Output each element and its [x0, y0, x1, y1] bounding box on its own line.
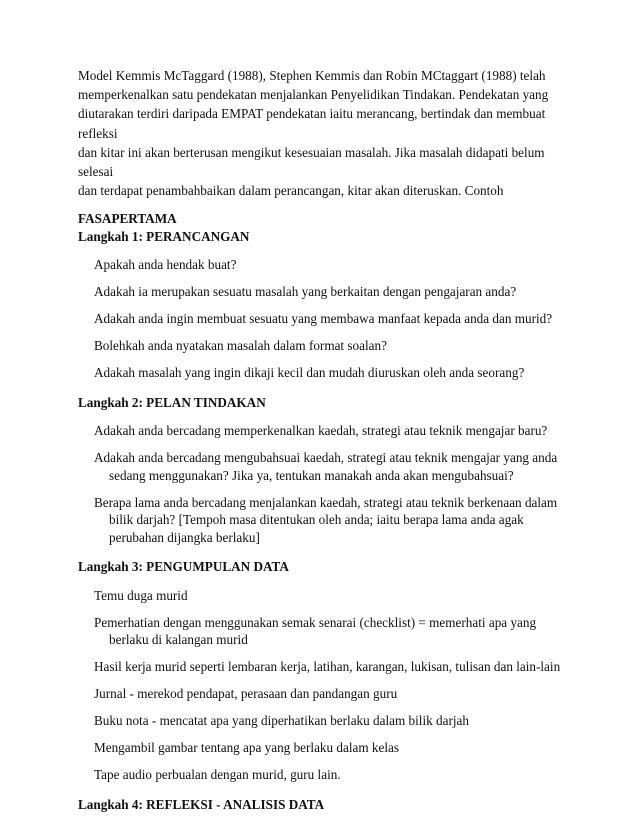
list-item: Buku nota - mencatat apa yang diperhatikan berlaku dalam bilik darjah: [94, 713, 469, 729]
intro-paragraph: [78, 66, 568, 200]
list-item: Adakah masalah yang ingin dikaji kecil dan mudah diuruskan oleh anda seorang?: [94, 365, 525, 381]
step-heading: Langkah 4: REFLEKSI - ANALISIS DATA: [78, 796, 325, 812]
list-item: Berapa lama anda bercadang menjalankan kaedah, strategi atau teknik berkenaan dalam bilik darjah? [Tempoh masa ditentukan oleh anda; iaitu berapa lama anda agak perubahan dijangka berlaku]: [94, 494, 558, 545]
step-heading: Langkah 2: PELAN TINDAKAN: [78, 394, 266, 410]
question-list: [78, 422, 568, 546]
list-item: Pemerhatian dengan menggunakan semak senarai (checklist) = memerhati apa yang berlaku di kalangan murid: [94, 614, 537, 648]
list-item: Mengambil gambar tentang apa yang berlaku dalam kelas: [94, 740, 400, 756]
list-item: Adakah anda ingin membuat sesuatu yang membawa manfaat kepada anda dan murid?: [94, 311, 553, 327]
list-item: Bolehkah anda nyatakan masalah dalam format soalan?: [94, 338, 387, 354]
document-page: [78, 66, 568, 813]
phase-title: FASAPERTAMA: [78, 211, 177, 227]
data-collection-list: [78, 587, 568, 784]
list-item: Jurnal - merekod pendapat, perasaan dan pandangan guru: [94, 686, 398, 702]
step-heading: Langkah 1: PERANCANGAN: [78, 228, 250, 244]
question-list: [78, 256, 568, 382]
step-heading: Langkah 3: PENGUMPULAN DATA: [78, 559, 289, 575]
intro-line: dan terdapat penambahbaikan dalam perancangan, kitar akan diteruskan. Contoh: [78, 183, 504, 199]
list-item: Apakah anda hendak buat?: [94, 257, 237, 273]
list-item: Tape audio perbualan dengan murid, guru lain.: [94, 767, 341, 783]
list-item: Adakah ia merupakan sesuatu masalah yang berkaitan dengan pengajaran anda?: [94, 284, 517, 300]
list-item: Adakah anda bercadang mengubahsuai kaedah, strategi atau teknik mengajar yang anda sedang menggunakan? Jika ya, tentukan manakah anda akan mengubahsuai?: [94, 450, 558, 483]
intro-line: diutarakan terdiri daripada EMPAT pendekatan iaitu merancang, bertindak dan membuat refleksi: [78, 106, 546, 141]
intro-line: memperkenalkan satu pendekatan menjalankan Penyelidikan Tindakan. Pendekatan yang: [78, 87, 549, 103]
list-item: Hasil kerja murid seperti lembaran kerja, latihan, karangan, lukisan, tulisan dan lain-lain: [94, 659, 561, 675]
intro-line: Model Kemmis McTaggard (1988), Stephen Kemmis dan Robin MCtaggart (1988) telah: [78, 68, 546, 83]
intro-line: dan kitar ini akan berterusan mengikut kesesuaian masalah. Jika masalah didapati belum selesai: [78, 144, 545, 180]
list-item: Adakah anda bercadang memperkenalkan kaedah, strategi atau teknik mengajar baru?: [94, 423, 548, 439]
list-item: Temu duga murid: [94, 587, 188, 603]
